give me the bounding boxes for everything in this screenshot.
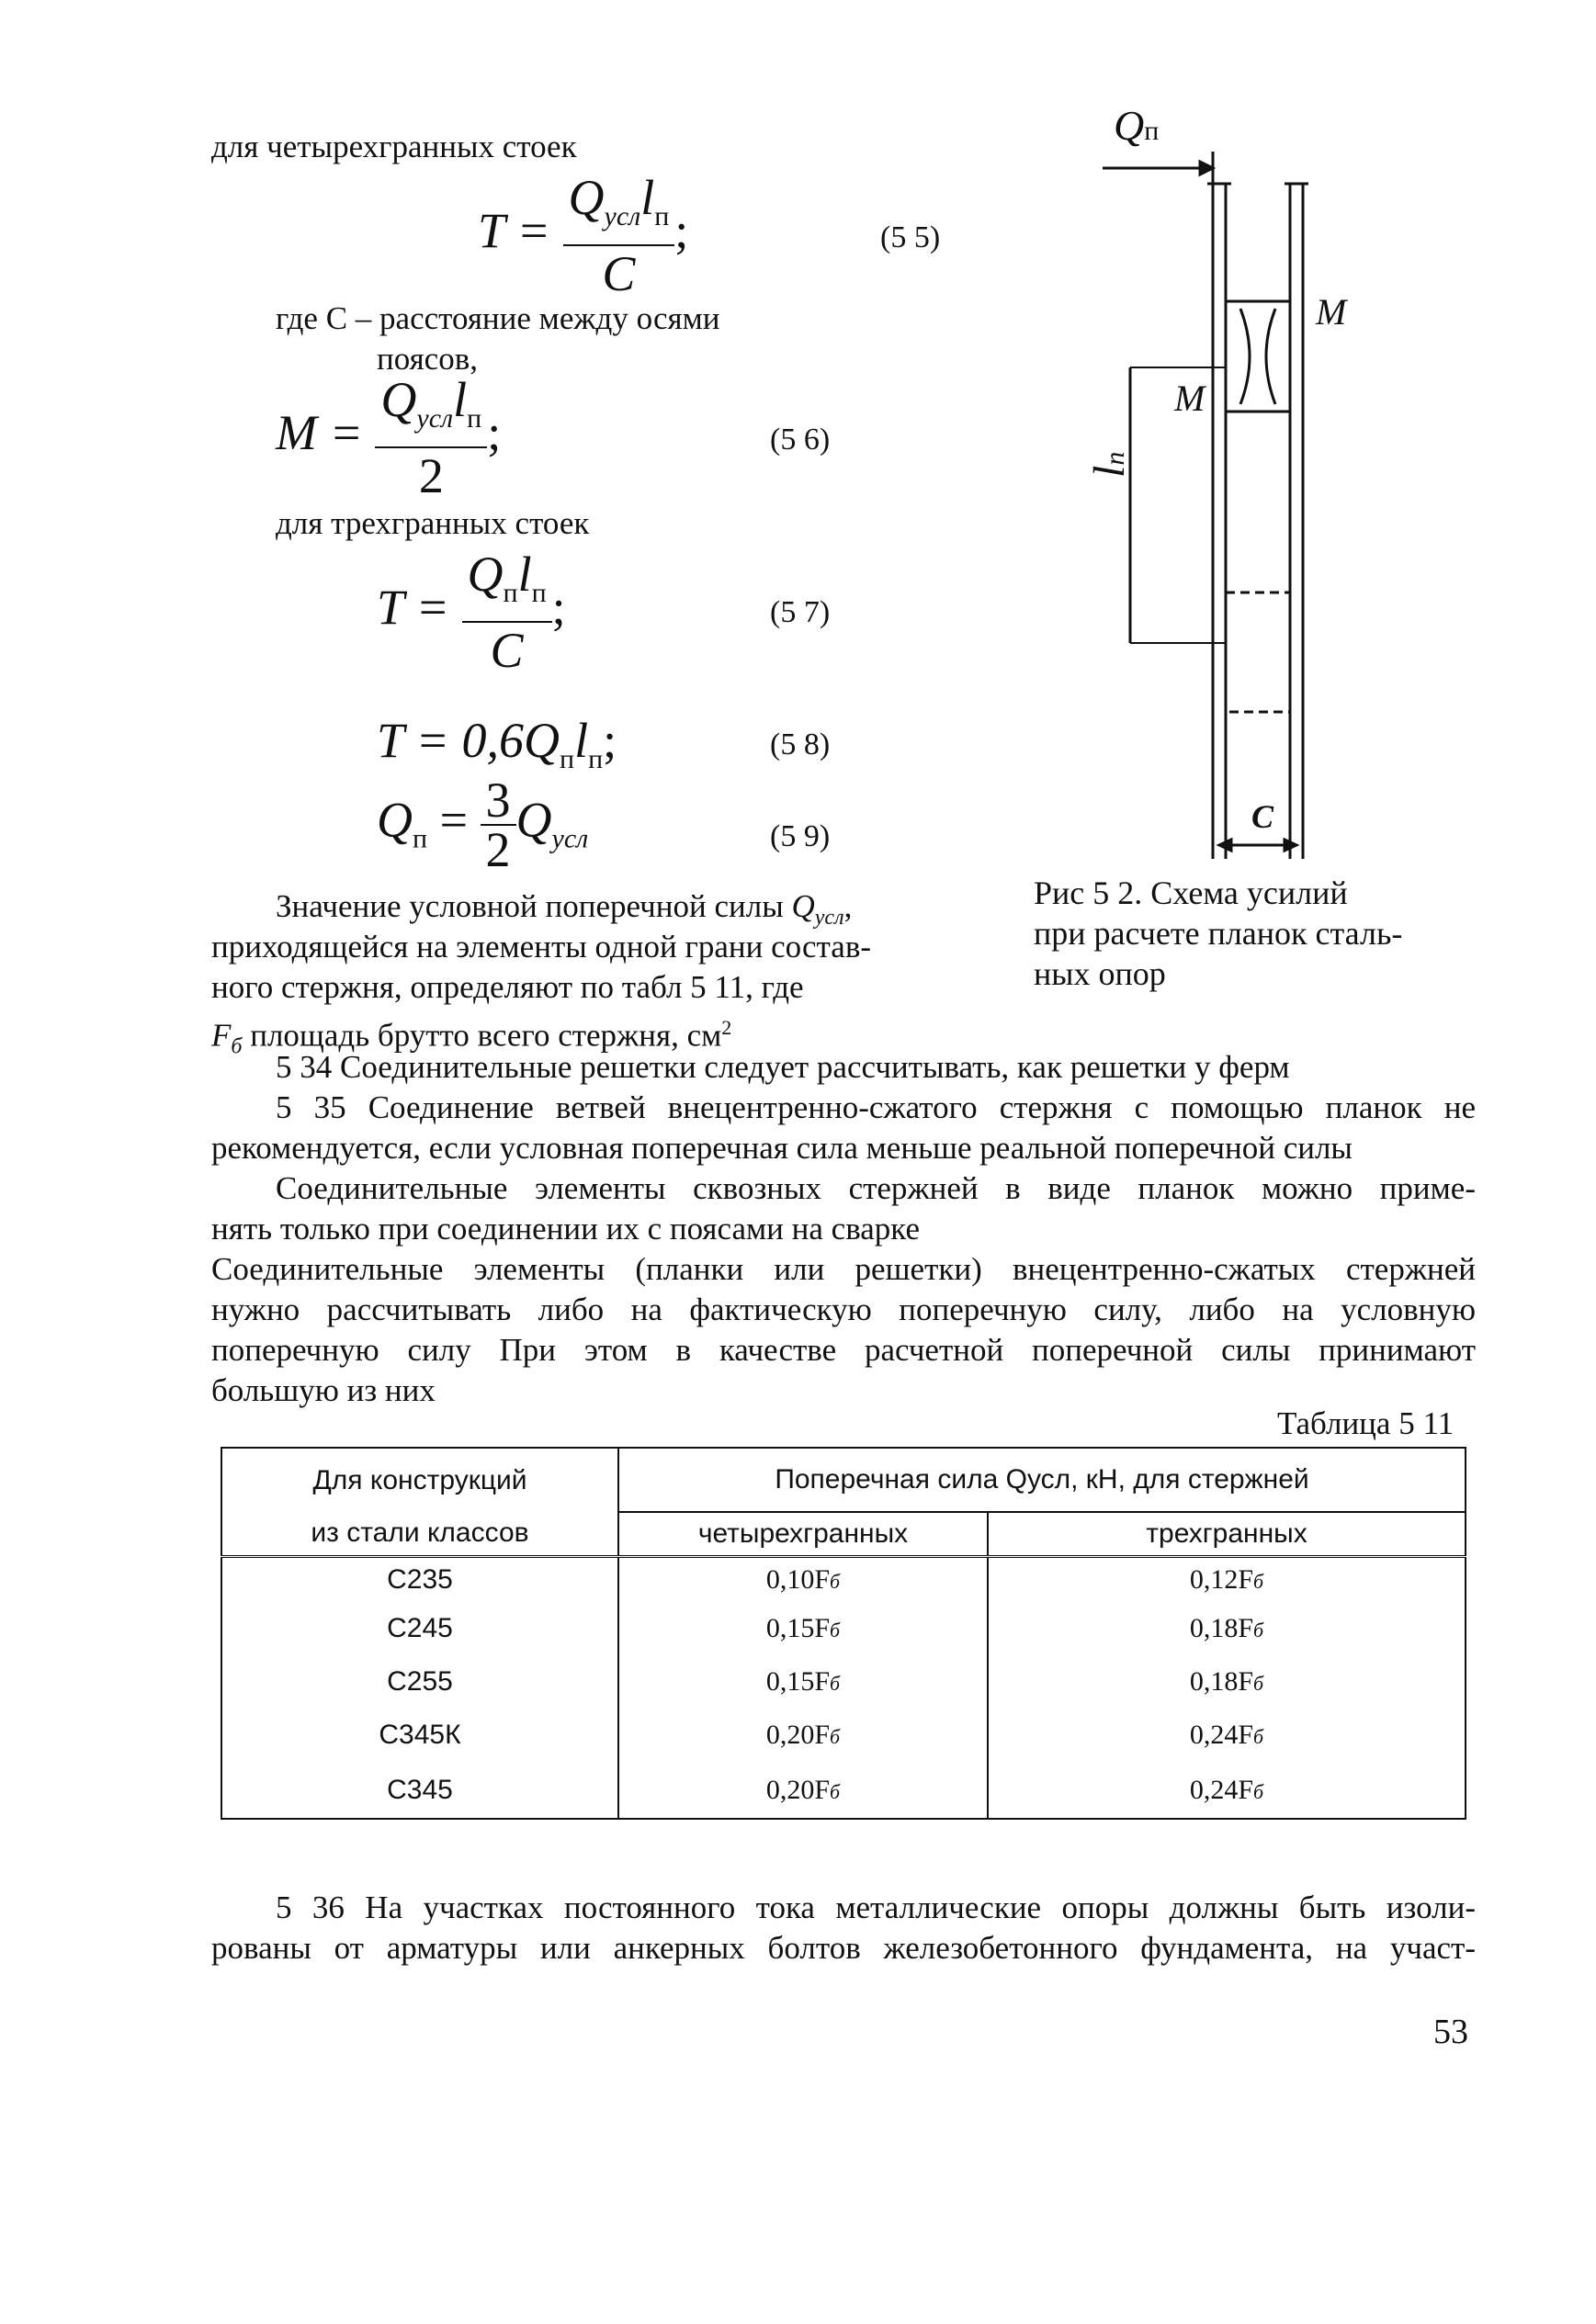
table-row: С345К 0,20Fб 0,24Fб — [221, 1709, 1466, 1762]
paragraph-5-35-line2: рекомендуется, если условная поперечная сила меньше реальной поперечной силы — [211, 1130, 1353, 1166]
left-para-line4: $F_б$ площадь брутто всего стержня, $см^2$ — [211, 1016, 732, 1059]
figure-caption-line3: ных опор — [1034, 955, 1166, 992]
formula-5-7: T = $\frac{Q_пl_п}{C}$ ; — [377, 547, 566, 678]
left-para-line2: приходящейся на элементы одной грани состав- — [211, 929, 871, 965]
table-label: Таблица 5 11 — [1277, 1405, 1455, 1441]
left-para-line1: Значение условной поперечной силы $Q_{усл}$, — [276, 888, 853, 930]
intro-three-sided: для трехгранных стоек — [276, 505, 590, 541]
where-c-line2: поясов, — [377, 341, 478, 377]
intro-four-sided: для четырехгранных стоек — [211, 129, 577, 164]
paragraph-eccentric-line3: поперечную силу При этом в качестве расчетной поперечной силы принимают — [211, 1332, 1476, 1368]
header-construction-line1: Для конструкций — [221, 1448, 618, 1512]
figure-label-m-left: M — [1174, 378, 1205, 419]
paragraph-5-34: 5 34 Соединительные решетки следует рассчитывать, как решетки у ферм — [276, 1049, 1290, 1085]
figure-label-m-right: M — [1316, 291, 1347, 333]
table-row: С255 0,15Fб 0,18Fб — [221, 1655, 1466, 1709]
formula-5-5: T = $\frac{Q_{усл}l_п}{C}$ ; — [478, 170, 689, 301]
page-number: 53 — [1433, 2013, 1468, 2051]
paragraph-eccentric-line1: Соединительные элементы (планки или решетки) внецентренно-сжатых стержней — [211, 1251, 1476, 1287]
figure-caption-line2: при расчете планок сталь- — [1034, 915, 1403, 952]
q-arrow-head — [1200, 162, 1213, 175]
equation-number-5-8: (5 8) — [770, 728, 831, 762]
batten-upper — [1226, 301, 1290, 412]
equation-number-5-5: (5 5) — [880, 220, 941, 254]
table-header-row-1 — [221, 1448, 1466, 1512]
equation-number-5-9: (5 9) — [770, 819, 831, 853]
equation-number-5-7: (5 7) — [770, 595, 831, 629]
paragraph-5-36-line2: рованы от арматуры или анкерных болтов железобетонного фундамента, на участ- — [211, 1930, 1476, 1966]
moment-arc-left — [1240, 309, 1250, 404]
figure-label-c: C — [1251, 798, 1274, 835]
header-four-sided: четырехгранных — [618, 1512, 988, 1556]
paragraph-eccentric-line2: нужно рассчитывать либо на фактическую поперечную силу, либо на условную — [211, 1292, 1476, 1327]
header-construction-line2: из стали классов — [221, 1512, 618, 1556]
formula-5-6: M = $\frac{Q_{усл}l_п}{2}$ ; — [276, 372, 502, 503]
table-row: С235 0,10Fб 0,12Fб — [221, 1556, 1466, 1602]
batten-lower — [1226, 592, 1290, 712]
paragraph-connect-line1: Соединительные элементы сквозных стержней в виде планок можно приме- — [276, 1170, 1476, 1206]
paragraph-5-35-line1: 5 35 Соединение ветвей внецентренно-сжатого стержня с помощью планок не — [276, 1089, 1476, 1125]
left-para-line3: ного стержня, определяют по табл 5 11, где — [211, 969, 804, 1005]
figure-label-lp: lп — [1085, 451, 1134, 478]
figure-label-q: Qп — [1114, 102, 1160, 149]
paragraph-connect-line2: нять только при соединении их с поясами на сварке — [211, 1211, 920, 1247]
figure-caption-line1: Рис 5 2. Схема усилий — [1034, 874, 1348, 911]
moment-arc-right — [1266, 309, 1275, 404]
formula-5-9: $Q_п$ = $\frac{3}{2}$ $Q_{усл}$ — [377, 773, 589, 877]
equation-number-5-6: (5 6) — [770, 423, 831, 457]
header-group: Поперечная сила Qусл, кН, для стержней — [618, 1448, 1466, 1512]
formula-5-8: $T = 0,6Q_пl_п$; — [377, 713, 617, 774]
table-header-row-2 — [221, 1512, 1466, 1556]
where-c-line1: где C – расстояние между осями — [276, 300, 720, 336]
force-scheme-figure — [1057, 92, 1443, 873]
header-three-sided: трехгранных — [988, 1512, 1466, 1556]
table-5-11 — [221, 1447, 1466, 1820]
table-row: С345 0,20Fб 0,24Fб — [221, 1762, 1466, 1819]
table-row: С245 0,15Fб 0,18Fб — [221, 1602, 1466, 1655]
paragraph-eccentric-line4: большую из них — [211, 1372, 436, 1408]
paragraph-5-36-line1: 5 36 На участках постоянного тока металлические опоры должны быть изоли- — [276, 1890, 1476, 1925]
